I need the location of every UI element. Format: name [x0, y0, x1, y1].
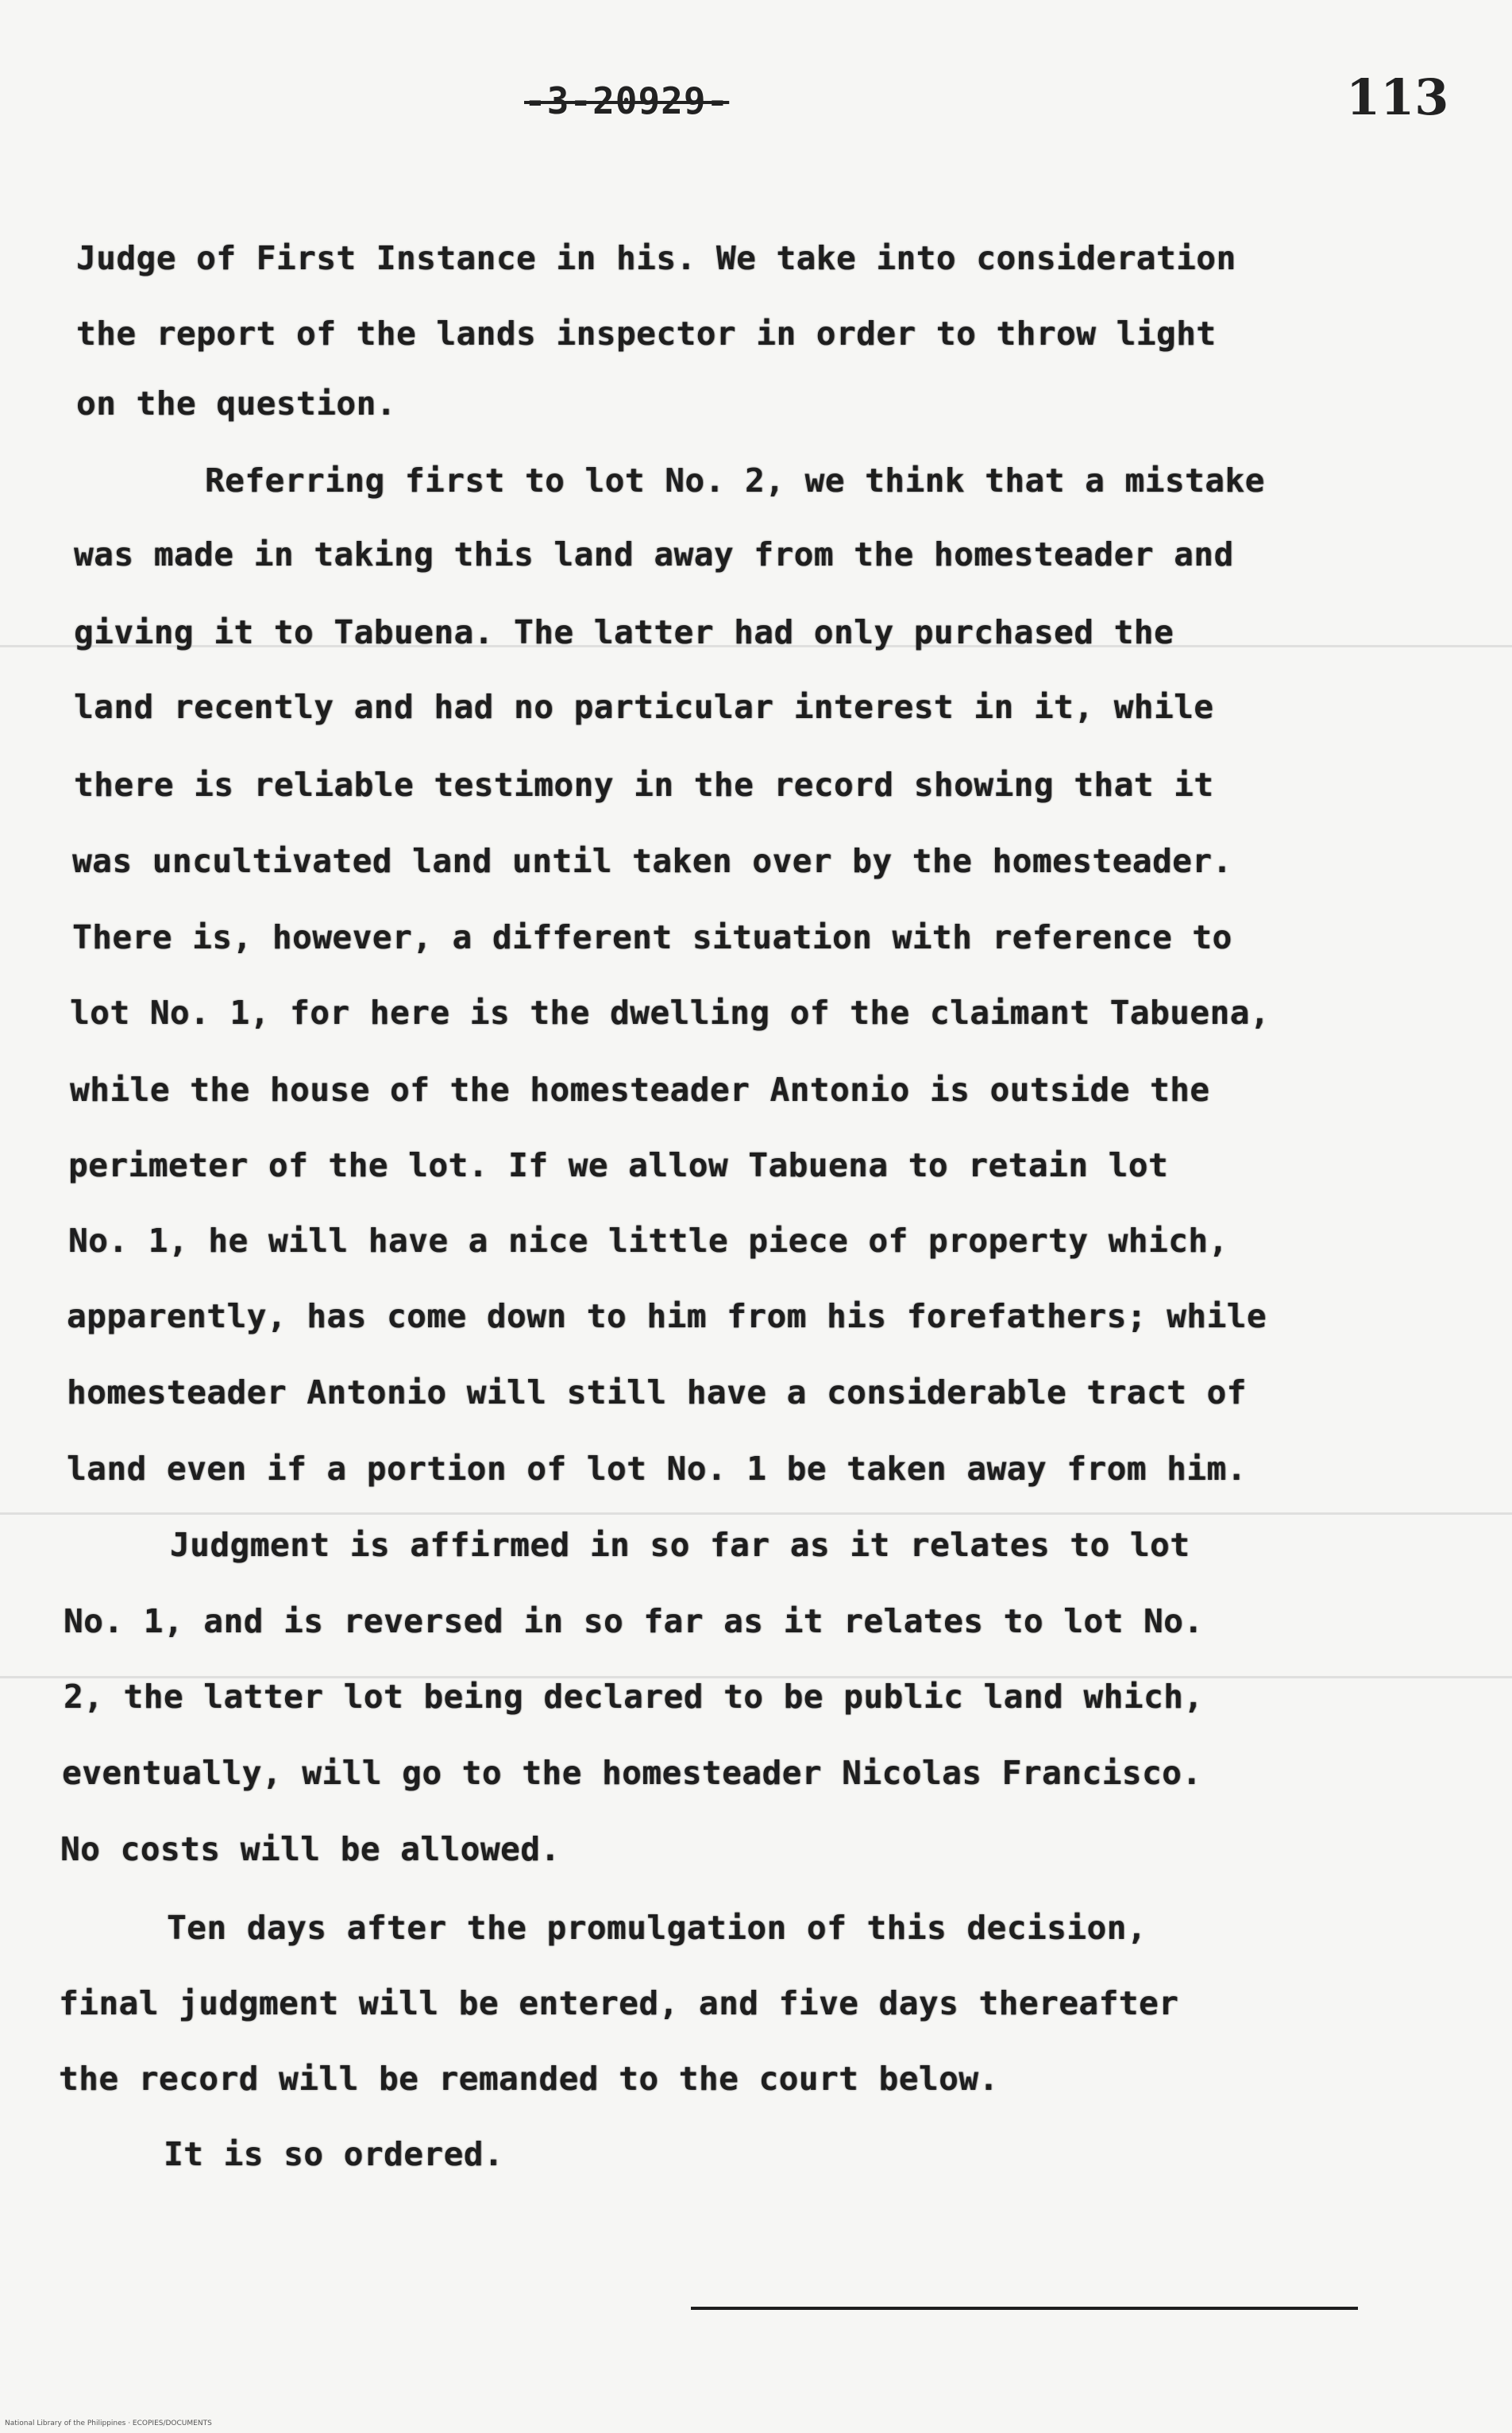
- text-line: lot No. 1, for here is the dwelling of the claimant Tabuena,: [70, 994, 1271, 1032]
- scan-streak: [0, 1512, 1512, 1515]
- text-line: on the question.: [76, 384, 396, 423]
- text-line: No. 1, he will have a nice little piece of property which,: [68, 1222, 1228, 1260]
- text-line: Ten days after the promulgation of this decision,: [167, 1909, 1148, 1947]
- case-number: -3-20929-: [524, 79, 730, 122]
- source-footnote: National Library of the Philippines · ECOPIES/DOCUMENTS: [5, 2419, 212, 2427]
- text-line: there is reliable testimony in the record showing that it: [74, 766, 1214, 804]
- text-line: final judgment will be entered, and five days thereafter: [59, 1984, 1179, 2022]
- text-line: No costs will be allowed.: [60, 1830, 561, 1868]
- text-line: land even if a portion of lot No. 1 be taken away from him.: [67, 1450, 1247, 1488]
- signature-line: [691, 2307, 1358, 2310]
- text-line: Judge of First Instance in his. We take into consideration: [76, 239, 1236, 277]
- text-line: was uncultivated land until taken over by the homesteader.: [72, 842, 1232, 880]
- text-line: the report of the lands inspector in order to throw light: [76, 315, 1217, 353]
- text-line: perimeter of the lot. If we allow Tabuena to retain lot: [68, 1146, 1169, 1184]
- text-line: There is, however, a different situation with reference to: [72, 918, 1232, 956]
- text-line: Judgment is affirmed in so far as it relates to lot: [170, 1526, 1190, 1564]
- text-line: Referring first to lot No. 2, we think that a mistake: [205, 461, 1265, 500]
- text-line: It is so ordered.: [164, 2135, 504, 2173]
- text-line: apparently, has come down to him from his forefathers; while: [67, 1297, 1267, 1335]
- text-line: was made in taking this land away from the homesteader and: [74, 535, 1234, 573]
- text-line: homesteader Antonio will still have a considerable tract of: [67, 1373, 1247, 1412]
- text-line: the record will be remanded to the court below.: [59, 2060, 999, 2098]
- text-line: giving it to Tabuena. The latter had only purchased the: [74, 613, 1174, 651]
- text-line: No. 1, and is reversed in so far as it relates to lot No.: [64, 1602, 1204, 1640]
- text-line: while the house of the homesteader Antonio is outside the: [70, 1071, 1210, 1109]
- text-line: 2, the latter lot being declared to be public land which,: [64, 1678, 1204, 1716]
- page-number: 113: [1346, 68, 1449, 126]
- text-line: eventually, will go to the homesteader Nicolas Francisco.: [62, 1754, 1202, 1792]
- text-line: land recently and had no particular interest in it, while: [74, 688, 1214, 726]
